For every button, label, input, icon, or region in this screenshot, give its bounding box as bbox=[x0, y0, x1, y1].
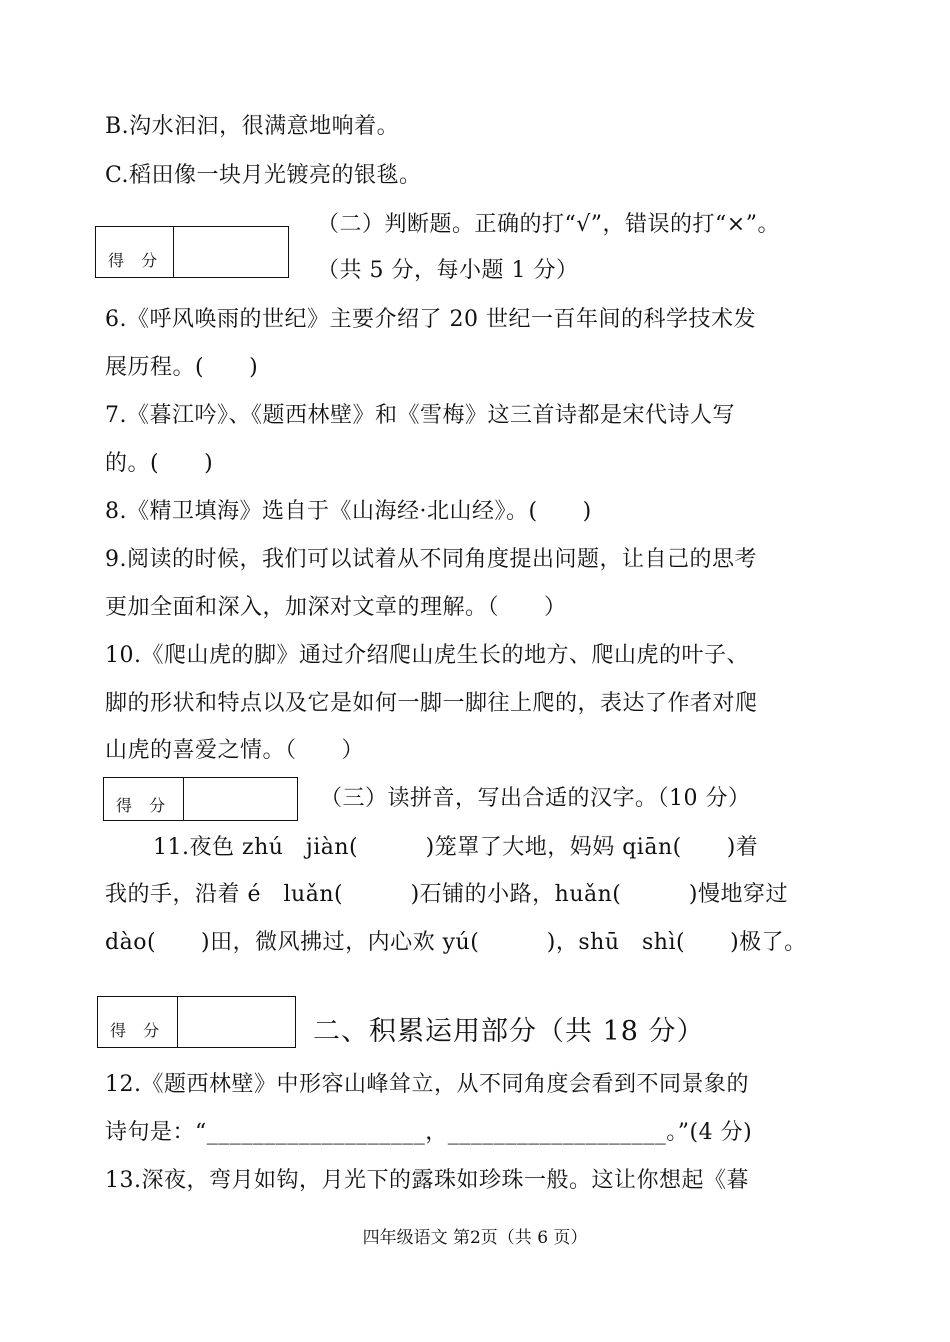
score-blank[interactable] bbox=[184, 778, 297, 820]
score-blank[interactable] bbox=[178, 997, 295, 1047]
question-12-line-2: 诗句是：“___________________，___________________。”(4 分) bbox=[105, 1120, 753, 1145]
section-judgement-note: （共 5 分，每小题 1 分） bbox=[317, 258, 579, 283]
question-12-line-1: 12.《题西林壁》中形容山峰耸立，从不同角度会看到不同景象的 bbox=[105, 1072, 749, 1097]
question-6-line-2: 展历程。( ) bbox=[105, 355, 259, 380]
question-10-line-2: 脚的形状和特点以及它是如何一脚一脚往上爬的，表达了作者对爬 bbox=[105, 691, 758, 716]
score-box-pinyin bbox=[103, 777, 298, 821]
question-13-line-1: 13.深夜，弯月如钩，月光下的露珠如珍珠一般。这让你想起《暮 bbox=[105, 1168, 749, 1193]
option-c: C.稻田像一块月光镀亮的银毯。 bbox=[105, 163, 422, 188]
score-label: 得 分 bbox=[96, 227, 174, 277]
question-9-line-1: 9.阅读的时候，我们可以试着从不同角度提出问题，让自己的思考 bbox=[105, 547, 757, 572]
question-7-line-2: 的。( ) bbox=[105, 451, 214, 476]
question-7-line-1: 7.《暮江吟》、《题西林壁》和《雪梅》这三首诗都是宋代诗人写 bbox=[105, 403, 735, 428]
question-11-line-1: 11.夜色 zhú jiàn( )笼罩了大地，妈妈 qiān( )着 bbox=[153, 835, 759, 860]
page-footer: 四年级语文 第2页（共 6 页） bbox=[362, 1228, 588, 1248]
option-b: B.沟水汩汩，很满意地响着。 bbox=[105, 114, 400, 139]
question-11-line-2: 我的手，沿着 é luǎn( )石铺的小路，huǎn( )慢地穿过 bbox=[105, 882, 788, 907]
score-box-accumulation bbox=[97, 996, 296, 1048]
question-9-line-2: 更加全面和深入，加深对文章的理解。（ ） bbox=[105, 595, 567, 620]
question-10-line-1: 10.《爬山虎的脚》通过介绍爬山虎生长的地方、爬山虎的叶子、 bbox=[105, 643, 749, 668]
score-box-judgement bbox=[95, 226, 289, 278]
score-blank[interactable] bbox=[174, 227, 288, 277]
question-6-line-1: 6.《呼风唤雨的世纪》主要介绍了 20 世纪一百年间的科学技术发 bbox=[105, 307, 756, 332]
part-two-title: 二、积累运用部分（共 18 分） bbox=[313, 1016, 705, 1047]
section-pinyin-title: （三）读拼音，写出合适的汉字。（10 分） bbox=[320, 786, 751, 811]
question-11-line-3: dào( )田，微风拂过，内心欢 yú( )，shū shì( )极了。 bbox=[105, 930, 807, 955]
score-label: 得 分 bbox=[104, 778, 184, 820]
question-8: 8.《精卫填海》选自于《山海经·北山经》。( ) bbox=[105, 499, 592, 524]
section-judgement-title: （二）判断题。正确的打“√”，错误的打“×”。 bbox=[317, 212, 780, 237]
score-label: 得 分 bbox=[98, 997, 178, 1047]
question-10-line-3: 山虎的喜爱之情。（ ） bbox=[105, 738, 365, 763]
